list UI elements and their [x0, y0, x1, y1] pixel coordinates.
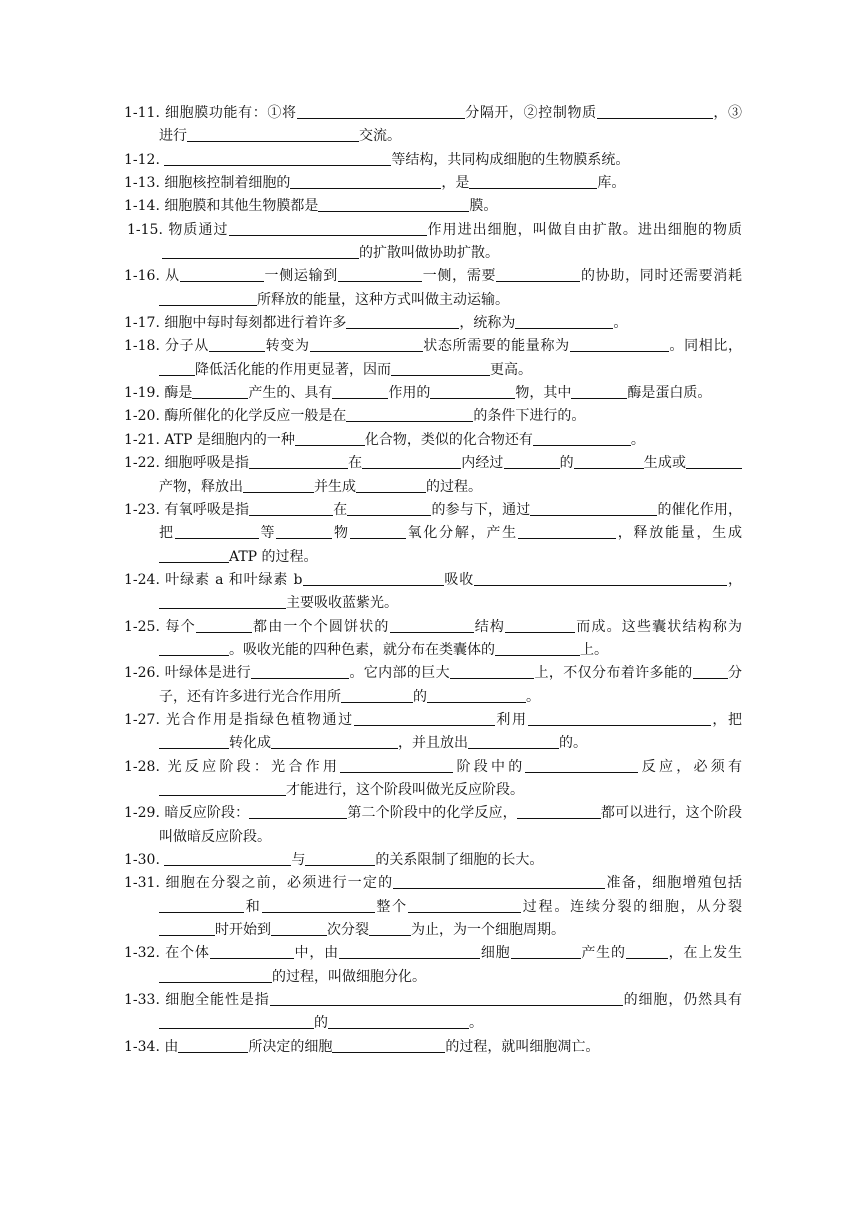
question-text: 。吸收光能的四种色素，就分布在类囊体的 [229, 641, 495, 658]
question-text: 分子从 [165, 338, 209, 355]
answer-blank[interactable] [159, 898, 244, 913]
answer-blank[interactable] [570, 337, 669, 352]
question-number: 1-28. [124, 758, 168, 775]
answer-blank[interactable] [271, 734, 398, 749]
question-text: 才能进行，这个阶段叫做光反应阶段。 [286, 781, 524, 798]
answer-blank[interactable] [408, 898, 521, 913]
question-number: 1-18. [124, 338, 166, 355]
question-text: 膜。 [469, 198, 498, 215]
answer-blank[interactable] [175, 524, 259, 539]
question-item [124, 709, 742, 756]
answer-blank[interactable] [474, 571, 727, 586]
answer-blank[interactable] [530, 501, 657, 516]
question-number: 1-31. [124, 875, 166, 892]
question-text: 产生的、具有 [248, 385, 333, 402]
question-item [124, 405, 742, 428]
answer-blank[interactable] [251, 664, 349, 679]
answer-blank[interactable] [571, 384, 627, 399]
answer-blank[interactable] [626, 944, 668, 959]
answer-blank[interactable] [430, 384, 515, 399]
question-text: 内经过 [461, 455, 504, 472]
answer-blank[interactable] [450, 664, 534, 679]
answer-blank[interactable] [295, 431, 365, 446]
question-text: 。它内部的巨大 [349, 665, 451, 682]
answer-blank[interactable] [229, 221, 427, 236]
question-number: 1-23. [124, 501, 165, 518]
question-text: 的关系限制了细胞的长大。 [375, 852, 544, 868]
question-text: ATP 是细胞内的一种 [164, 431, 295, 448]
answer-blank[interactable] [164, 151, 391, 166]
question-text: 都可以进行，这个阶段叫做暗反应阶段。 [159, 805, 743, 845]
question-text: 产物，释放出 [159, 478, 243, 495]
answer-blank[interactable] [180, 267, 264, 282]
question-item [124, 616, 742, 663]
answer-blank[interactable] [340, 758, 453, 773]
answer-blank[interactable] [178, 1038, 248, 1053]
question-item [124, 802, 742, 849]
question-text: 。 [630, 431, 645, 448]
answer-blank[interactable] [511, 944, 581, 959]
answer-blank[interactable] [196, 618, 252, 633]
answer-blank[interactable] [210, 944, 294, 959]
question-text: 转变为 [264, 338, 310, 355]
answer-blank[interactable] [533, 431, 631, 446]
answer-blank[interactable] [305, 851, 375, 866]
question-number: 1-19. [124, 385, 165, 402]
question-text: ， [727, 571, 742, 588]
answer-blank[interactable] [518, 524, 616, 539]
answer-blank[interactable] [332, 1038, 445, 1053]
question-text: 细胞核控制着细胞的 [164, 175, 291, 192]
answer-blank[interactable] [693, 664, 728, 679]
question-text: 细胞在分裂之前，必须进行一定的 [165, 875, 394, 892]
question-text: 第二个阶段中的化学反应， [347, 805, 517, 822]
question-text: 分隔开，②控制物质 [464, 105, 597, 121]
question-number: 1-27. [124, 711, 166, 728]
question-text: 的条件下进行的。 [473, 408, 586, 425]
answer-blank[interactable] [354, 711, 495, 726]
question-text: 的 [314, 1015, 328, 1032]
answer-blank[interactable] [346, 314, 459, 329]
answer-blank[interactable] [303, 571, 444, 586]
question-text: 中，由 [293, 945, 340, 962]
answer-blank[interactable] [162, 244, 359, 259]
answer-blank[interactable] [271, 921, 327, 936]
answer-blank[interactable] [159, 594, 286, 609]
question-text: 生成或 [643, 455, 687, 472]
answer-blank[interactable] [495, 641, 580, 656]
question-text: 等结构，共同构成细胞的生物膜系统。 [391, 151, 630, 168]
question-item [124, 102, 742, 149]
question-text: ，在上发生 [667, 945, 743, 962]
question-text: 暗反应阶段： [164, 805, 250, 822]
question-number: 1-26. [124, 665, 165, 682]
question-number: 1-12. [124, 151, 165, 168]
question-text: 细胞膜功能有：①将 [164, 105, 297, 121]
answer-blank[interactable] [339, 944, 480, 959]
question-text: 作用的 [388, 385, 431, 402]
answer-blank[interactable] [270, 991, 623, 1006]
question-text: 等 [258, 525, 277, 542]
question-text: 细胞膜和其他生物膜都是 [164, 198, 319, 215]
question-number: 1-25. [124, 618, 166, 635]
question-text: 更高。 [490, 361, 532, 378]
question-text: 和 [244, 898, 262, 915]
question-text: 都由一个个圆饼状的 [251, 618, 390, 635]
answer-blank[interactable] [290, 174, 441, 189]
answer-blank[interactable] [159, 968, 272, 983]
question-text: 在个体 [165, 945, 210, 962]
question-item [124, 989, 742, 1036]
question-text: 吸收 [443, 571, 475, 588]
question-number: 1-33. [124, 992, 166, 1009]
question-number: 1-24. [124, 571, 166, 588]
question-text: 的协助，同时还需要消耗 [580, 268, 743, 285]
question-number: 1-22. [124, 455, 165, 472]
question-text: 时开始到 [215, 922, 271, 939]
question-text: 交流。 [359, 128, 401, 145]
question-text: 光合作用是指绿色植物通过 [166, 711, 354, 728]
answer-blank[interactable] [192, 384, 248, 399]
question-text: 状态所需要的能量称为 [422, 338, 570, 355]
question-text: ，是 [441, 175, 470, 192]
answer-blank[interactable] [574, 454, 644, 469]
answer-blank[interactable] [249, 454, 348, 469]
question-item [124, 872, 742, 942]
question-text: 有氧呼吸是指 [164, 501, 250, 518]
question-number: 1-32. [124, 945, 166, 962]
question-text: 利用 [494, 711, 528, 728]
question-text: 主要吸收蓝紫光。 [286, 595, 398, 612]
question-number: 1-21. [124, 431, 165, 448]
question-item [124, 149, 742, 172]
question-text: 叶绿体是进行 [164, 665, 252, 682]
question-text: 在 [333, 501, 348, 518]
answer-blank[interactable] [369, 921, 411, 936]
question-text: 所释放的能量，这种方式叫做主动运输。 [257, 291, 509, 308]
question-text: ，释放能量，生成 [615, 525, 743, 542]
question-item [124, 569, 742, 616]
answer-blank[interactable] [525, 758, 638, 773]
answer-blank[interactable] [515, 314, 613, 329]
question-item [124, 265, 742, 312]
question-text: 细胞呼吸是指 [164, 455, 249, 472]
answer-blank[interactable] [159, 781, 286, 796]
question-text: 在 [347, 455, 363, 472]
question-text: 细胞全能性是指 [165, 992, 270, 1009]
fill-in-question-list [124, 102, 742, 1059]
answer-blank[interactable] [505, 618, 575, 633]
question-text: 的参与下，通过 [431, 501, 531, 518]
question-text: 。 [469, 1015, 483, 1032]
question-item [124, 312, 742, 335]
question-number: 1-15. [127, 221, 169, 238]
question-number: 1-20. [124, 408, 165, 425]
question-text: 。 [526, 688, 540, 705]
answer-blank[interactable] [504, 454, 560, 469]
answer-blank[interactable] [350, 524, 406, 539]
answer-blank[interactable] [262, 898, 375, 913]
question-item [124, 499, 742, 569]
question-item [124, 756, 742, 803]
question-text: 一侧运输到 [263, 268, 339, 285]
answer-blank[interactable] [468, 734, 559, 749]
question-text: ，并且放出 [398, 735, 468, 752]
question-item [124, 849, 742, 872]
question-number: 1-16. [124, 268, 166, 285]
question-text: 化合物，类似的化合物还有 [364, 431, 533, 448]
answer-blank[interactable] [528, 711, 711, 726]
answer-blank[interactable] [362, 454, 461, 469]
question-item [124, 172, 742, 195]
question-text: 整个 [374, 898, 408, 915]
answer-blank[interactable] [159, 291, 257, 306]
question-text: 反应，必须有 [638, 758, 743, 775]
question-text: 为止，为一个细胞周期。 [411, 922, 565, 939]
question-text: 酶是 [164, 385, 193, 402]
question-text: 准备，细胞增殖包括 [605, 875, 743, 892]
answer-blank[interactable] [159, 1014, 314, 1029]
question-text: 上。 [580, 641, 608, 658]
answer-blank[interactable] [249, 501, 333, 516]
answer-blank[interactable] [276, 524, 332, 539]
question-text: 转化成 [229, 735, 271, 752]
question-text: ，把 [710, 711, 743, 728]
question-number: 1-13. [124, 175, 165, 192]
question-text: 的 [559, 455, 574, 472]
answer-blank[interactable] [346, 407, 473, 422]
question-item [124, 942, 742, 989]
answer-blank[interactable] [391, 361, 490, 376]
question-text: 氧化分解，产生 [405, 525, 518, 542]
question-text: 细胞中每时每刻都进行着许多 [164, 315, 347, 332]
answer-blank[interactable] [390, 618, 474, 633]
answer-blank[interactable] [159, 641, 229, 656]
question-item [124, 335, 742, 382]
question-text: 而成。这些囊状结构称为 [575, 618, 742, 635]
answer-blank[interactable] [159, 361, 195, 376]
question-text: 分子，还有许多进行光合作用所 [159, 665, 743, 705]
question-text: 次分裂 [327, 922, 369, 939]
answer-blank[interactable] [427, 688, 526, 703]
question-text: 的细胞，仍然具有 [622, 992, 743, 1009]
answer-blank[interactable] [249, 804, 347, 819]
answer-blank[interactable] [332, 384, 388, 399]
answer-blank[interactable] [517, 804, 601, 819]
question-item [124, 195, 742, 218]
question-text: 作用进出细胞，叫做自由扩散。进出细胞的物质 [426, 221, 743, 238]
question-number: 1-11. [124, 105, 165, 121]
question-text: 的过程，叫做细胞分化。 [272, 968, 426, 985]
answer-blank[interactable] [356, 478, 426, 493]
answer-blank[interactable] [164, 851, 291, 866]
question-text: 的过程，就叫细胞凋亡。 [445, 1038, 600, 1055]
question-text: 。 [613, 315, 628, 332]
question-text: 过程。连续分裂的细胞，从分裂 [520, 898, 743, 915]
question-text: 。同 [668, 338, 699, 355]
question-text: 的扩散叫做协助扩散。 [359, 245, 499, 262]
question-item [124, 452, 742, 499]
question-text: 从 [165, 268, 180, 285]
question-text: 产生的 [580, 945, 626, 962]
question-text: ，③进行 [159, 105, 743, 145]
question-text: 所决定的细胞 [248, 1038, 333, 1055]
question-text: 物 [332, 525, 350, 542]
question-item [124, 219, 742, 266]
question-text: 叶绿素 a 和叶绿素 b [165, 571, 303, 588]
answer-blank[interactable] [318, 197, 469, 212]
question-text: 结构 [473, 618, 506, 635]
answer-blank[interactable] [209, 337, 265, 352]
question-text: 与 [291, 852, 306, 868]
answer-blank[interactable] [159, 734, 229, 749]
answer-blank[interactable] [243, 478, 314, 493]
question-text: ATP 的过程。 [229, 548, 318, 565]
question-text: 阶段中的 [453, 758, 526, 775]
question-number: 1-29. [124, 805, 165, 822]
question-text: 的 [413, 688, 427, 705]
question-text: 并生成 [314, 478, 356, 495]
question-text: 。 [573, 735, 587, 752]
answer-blank[interactable] [159, 921, 215, 936]
question-item [124, 429, 742, 452]
question-number: 1-30. [124, 852, 165, 868]
question-text: 上，不仅分布着许多能的 [534, 665, 693, 682]
answer-blank[interactable] [686, 454, 742, 469]
question-number: 1-17. [124, 315, 165, 332]
question-item [124, 382, 742, 405]
question-number: 1-14. [124, 198, 165, 215]
question-text: 光反应阶段：光合作用 [167, 758, 341, 775]
question-text: 物，其中 [515, 385, 572, 402]
question-text: 的过程。 [426, 478, 482, 495]
question-text: 降低活化能的作用更显著，因而 [195, 361, 391, 378]
question-text: 库。 [597, 175, 626, 192]
question-text: ，统称为 [459, 315, 516, 332]
question-text: 的催化作用，把 [159, 501, 743, 542]
question-item [124, 1036, 742, 1059]
answer-blank[interactable] [341, 688, 413, 703]
answer-blank[interactable] [297, 104, 465, 119]
answer-blank[interactable] [310, 337, 423, 352]
question-text: 酶是蛋白质。 [627, 385, 712, 402]
question-text: 每个 [165, 618, 196, 635]
answer-blank[interactable] [347, 501, 431, 516]
answer-blank[interactable] [496, 267, 580, 282]
answer-blank[interactable] [393, 874, 605, 889]
answer-blank[interactable] [469, 174, 597, 189]
answer-blank[interactable] [338, 267, 422, 282]
answer-blank[interactable] [597, 104, 713, 119]
question-item [124, 662, 742, 709]
answer-blank[interactable] [159, 548, 229, 563]
question-text: 一侧，需要 [422, 268, 497, 285]
answer-blank[interactable] [187, 127, 359, 142]
answer-blank[interactable] [328, 1014, 469, 1029]
question-text: 相比， [698, 338, 743, 355]
question-text: 细胞 [480, 945, 511, 962]
question-text: 的 [559, 735, 573, 752]
question-number: 1-34. [124, 1038, 165, 1055]
question-text: 酶所催化的化学反应一般是在 [164, 408, 347, 425]
question-text: 由 [164, 1038, 179, 1055]
question-text: 物质通过 [168, 221, 229, 238]
